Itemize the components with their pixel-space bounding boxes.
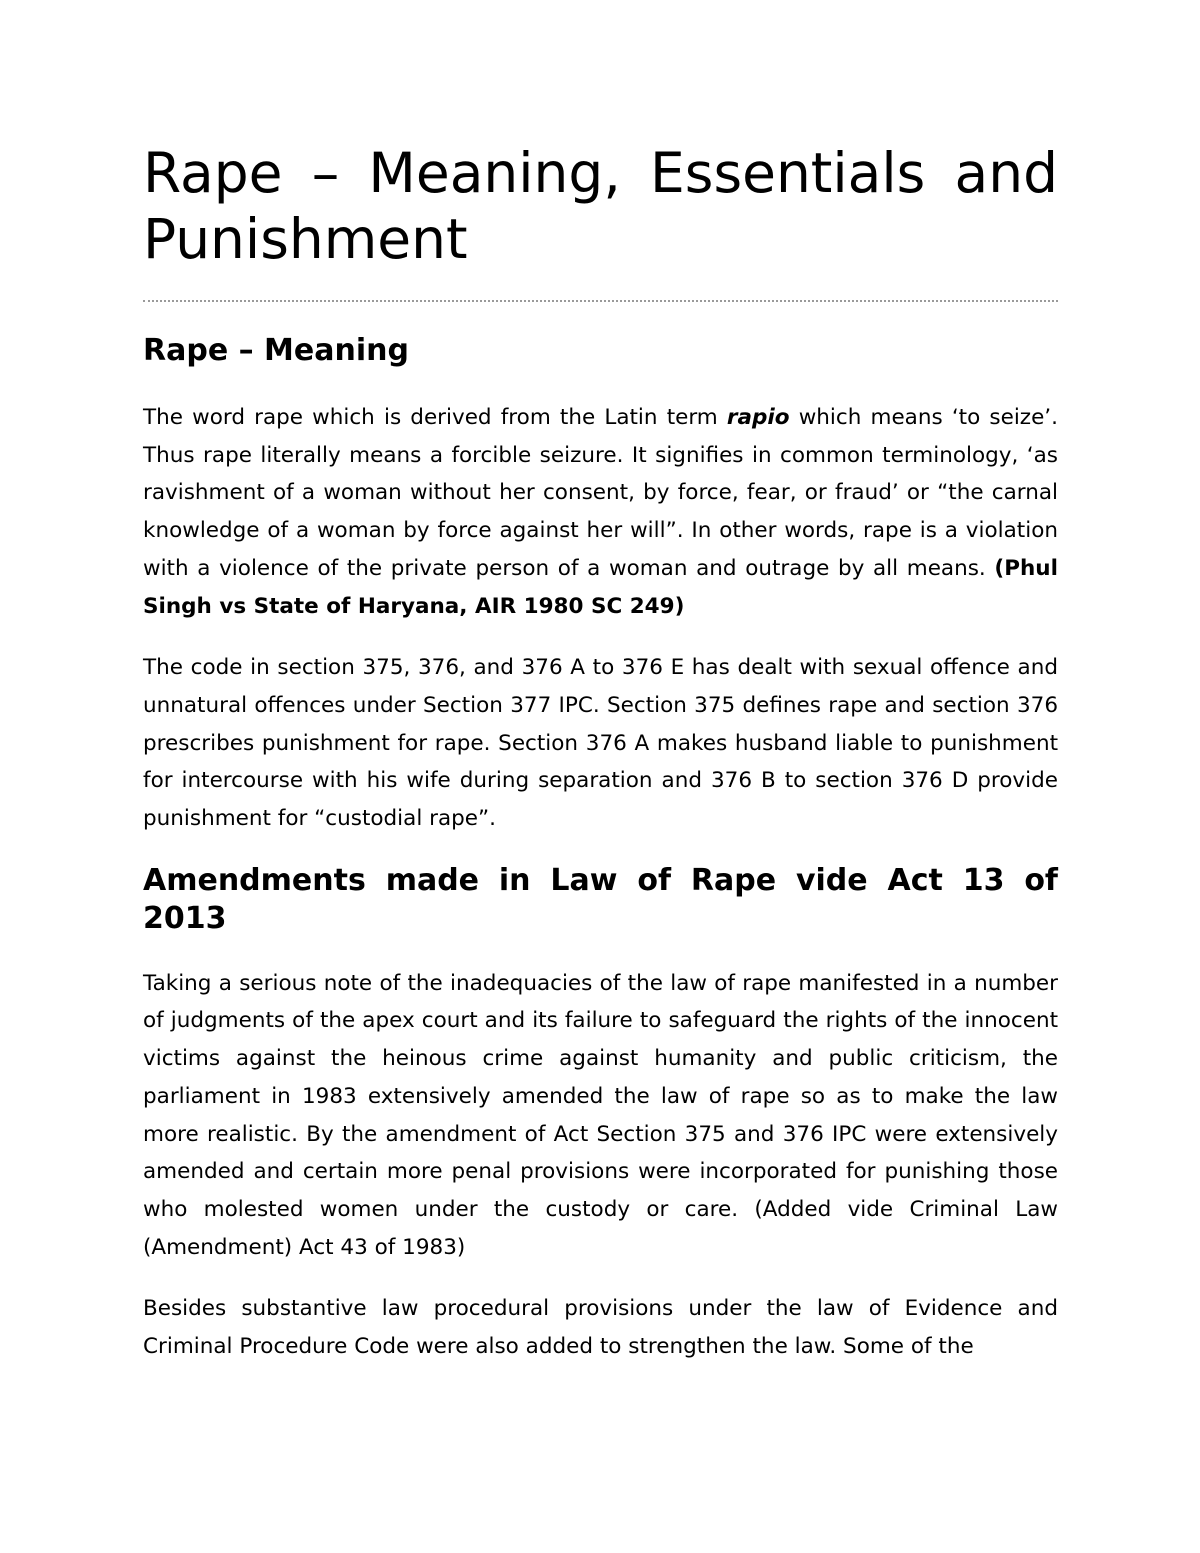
paragraph-amendments: Taking a serious note of the inadequacies of the law of rape manifested in a number of judgments of the apex court and its failure to safeguard the rights of the innocent victims against the heinous crime against humanity and public criticism, the parliament in 1983 extensively amended the law of rape so as to make the law more realistic. By the amendment of Act Section 375 and 376 IPC were extensively amended and certain more penal provisions were incorporated for punishing those who molested women under the custody or care. (Added vide Criminal Law (Amendment) Act 43 of 1983) bbox=[143, 970, 1058, 1260]
paragraph-text: The word rape which is derived from the Latin term bbox=[143, 405, 727, 430]
document-title: Rape – Meaning, Essentials and Punishment bbox=[143, 141, 1058, 271]
section-heading-rape-meaning: Rape – Meaning bbox=[143, 333, 409, 368]
paragraph-code-sections: The code in section 375, 376, and 376 A to 376 E has dealt with sexual offence and unnatural offences under Section 377 IPC. Section 375 defines rape and section 376 prescribes punishment for rape. Section 376 A makes husband liable to punishment for intercourse with his wife during separation and 376 B to section 376 D provide punishment for “custodial rape”. bbox=[143, 655, 1058, 832]
title-divider bbox=[143, 300, 1058, 302]
case-citation: (Phul Singh vs State of Haryana, AIR 1980 SC 249) bbox=[143, 555, 1058, 619]
section-heading-amendments: Amendments made in Law of Rape vide Act 13 of 2013 bbox=[143, 862, 1058, 936]
latin-term: rapio bbox=[726, 405, 790, 430]
paragraph-text: which means ‘to seize’. Thus rape literally means a forcible seizure. It signifies in common terminology, ‘as ravishment of a woman without her consent, by force, fear, or fraud’ or “the carnal knowledge of a woman by force against her will”. In other words, rape is a violation with a violence of the private person of a woman and outrage by all means. bbox=[143, 405, 1058, 581]
paragraph-procedural: Besides substantive law procedural provisions under the law of Evidence and Criminal Procedure Code were also added to strengthen the law. Some of the bbox=[143, 1296, 1058, 1360]
paragraph-rape-meaning bbox=[143, 399, 1058, 625]
document-page bbox=[143, 140, 1058, 1366]
